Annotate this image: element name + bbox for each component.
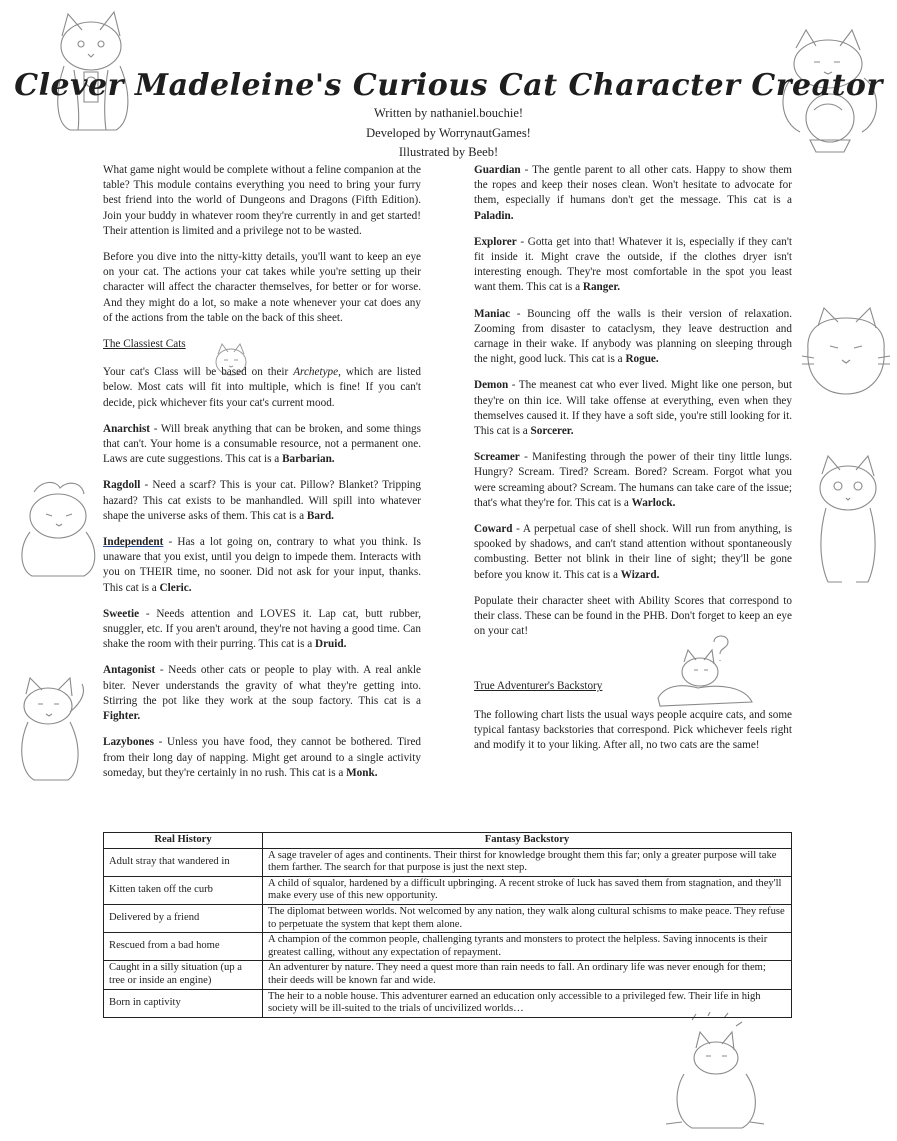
header-fantasy-backstory: Fantasy Backstory: [263, 833, 792, 849]
fantasy-backstory-cell: An adventurer by nature. They need a quest more than rain needs to fall. An ordinary life was never enough for them; their deeds will be known far and wide.: [263, 961, 792, 989]
header-real-history: Real History: [104, 833, 263, 849]
left-column: [103, 163, 421, 792]
table-row: [104, 989, 792, 1017]
real-history-cell: Kitten taken off the curb: [104, 876, 263, 904]
credit-illustrator: Illustrated by Beeb!: [398, 145, 499, 159]
fantasy-backstory-cell: The heir to a noble house. This adventurer earned an education only accessible to a privileged few. Their life in high society will be ill-suited to the trials of uncivilized worlds…: [263, 989, 792, 1017]
table-row: [104, 848, 792, 876]
archetype-sweetie: Sweetie - Needs attention and LOVES it. Lap cat, butt rubber, snuggler, etc. If you aren't around, they're not having a good time. Can shake the room with their purring. This cat is a Druid.: [103, 607, 421, 651]
backstory-heading: True Adventurer's Backstory: [474, 680, 603, 693]
fantasy-backstory-cell: A champion of the common people, challenging tyrants and monsters to protect the helpless. Saving innocents is their greatest calling, without any expectation of repayment.: [263, 933, 792, 961]
intro-paragraph: What game night would be complete without a feline companion at the table? This module contains everything you need to bring your furry best friend into the world of Dungeons and Dragons (Fifth Edition). Join your buddy in whatever room they're currently in and get started! Their attention is limited and a privilege not to be wasted.: [103, 164, 421, 237]
real-history-cell: Caught in a silly situation (up a tree or inside an engine): [104, 961, 263, 989]
page-title: Clever Madeleine's Curious Cat Character Creator: [14, 68, 883, 103]
fluffy-cat-illustration: [800, 306, 892, 400]
credit-developer: Developed by WorrynautGames!: [366, 125, 531, 140]
table-row: [104, 876, 792, 904]
classiest-cats-heading: The Classiest Cats: [103, 338, 186, 351]
archetype-screamer: Screamer - Manifesting through the power of their tiny little lungs. Hungry? Scream. Tired? Scream. Bored? Scream. Forgot what you were screaming about? Scream. The humans can take care of the issue; that's what they're for. This cat is a Warlock.: [474, 451, 792, 509]
credits: [0, 104, 897, 163]
right-column: [474, 163, 792, 764]
backstory-table: [103, 832, 792, 1018]
archetype-coward: Coward - A perpetual case of shell shock. Will run from anything, is spooked by shadows, and can't stand attention without spontaneously combusting. Better not blink in their line of sight; they'll be gone before you know it. This cat is a Wizard.: [474, 523, 792, 581]
archetype-independent: Independent - Has a lot going on, contrary to what you think. Is unaware that you exist, until you deign to impede them. Interacts with you on THEIR time, no sooner. Did not ask for your input, thanks. This cat is a Cleric.: [103, 536, 421, 594]
fantasy-backstory-cell: A sage traveler of ages and continents. Their thirst for knowledge brought them this far; only a greater purpose will take them farther. The search for that purpose is just the next step.: [263, 848, 792, 876]
table-row: [104, 961, 792, 989]
archetype-antagonist: Antagonist - Needs other cats or people to play with. A real ankle biter. Never understands the gravity of what they're getting into. Stirring the pot like they work at the soup factory. This cat is a Fighter.: [103, 664, 421, 723]
table-row: [104, 933, 792, 961]
dizzy-cat-illustration: [662, 1012, 768, 1132]
real-history-cell: Rescued from a bad home: [104, 933, 263, 961]
real-history-cell: Adult stray that wandered in: [104, 848, 263, 876]
backstory-intro-paragraph: The following chart lists the usual ways people acquire cats, and some typical fantasy backstories that correspond. Pick whichever feels right and modify it to your liking. After all, no two cats are the same!: [474, 708, 792, 752]
watch-cat-paragraph: Before you dive into the nitty-kitty details, you'll want to keep an eye on your cat. The actions your cat takes while you're setting up their character will affect the character themselves, for better or for worse. And they might do a lot, so make a note whenever your cat does any of the actions from the table on the back of this sheet.: [103, 251, 421, 324]
class-intro-paragraph: Your cat's Class will be based on their Archetype, which are listed below. Most cats will fit into multiple, which is fine! If you can't decide, pick whichever fits your cat's current mood.: [103, 366, 421, 409]
archetype-maniac: Maniac - Bouncing off the walls is their version of relaxation. Zooming from disaster to cataclysm, they leave destruction and carnage in their wake. If anybody was planning on sleeping through the night, good luck. This cat is a Rogue.: [474, 307, 792, 366]
credit-writer: Written by nathaniel.bouchie!: [373, 106, 524, 120]
real-history-cell: Delivered by a friend: [104, 904, 263, 932]
cat-with-bow-illustration: [12, 478, 102, 578]
fantasy-backstory-cell: The diplomat between worlds. Not welcomed by any nation, they walk along cultural schisms to make peace. They refuse to perpetuate the system that kept them alone.: [263, 904, 792, 932]
archetype-guardian: Guardian - The gentle parent to all other cats. Happy to show them the ropes and keep their noses clean. Won't hesitate to advocate for them, especially if humans don't get the message. This cat is a Paladin.: [474, 164, 792, 222]
archetype-demon: Demon - The meanest cat who ever lived. Might like one person, but they're on thin ice. Will take offense at everything, even when they themselves caused it. If they have a soft side, you're still looking for it. This cat is a Sorcerer.: [474, 379, 792, 438]
fantasy-backstory-cell: A child of squalor, hardened by a difficult upbringing. A recent stroke of luck has saved them from stagnation, and they'll make every use of this new opportunity.: [263, 876, 792, 904]
table-header-row: [104, 833, 792, 849]
archetype-explorer: Explorer - Gotta get into that! Whatever it is, especially if they can't fit inside it. Might crave the outside, if the clothes dryer isn't interesting enough. They're most comfortable in the spot you least want them. This cat is a Ranger.: [474, 235, 792, 294]
cat-pawing-illustration: [12, 672, 92, 784]
archetype-anarchist: Anarchist - Will break anything that can be broken, and some things that can't. Your home is a consumable resource, not a permanent one. Laws are cute suggestions. This cat is a Barbarian.: [103, 422, 421, 466]
archetype-lazybones: Lazybones - Unless you have food, they cannot be bothered. Tired from their long day of napping. Might get around to a single activity someday, but they're certainly in no rush. This cat is a Monk.: [103, 736, 421, 779]
real-history-cell: Born in captivity: [104, 989, 263, 1017]
startled-cat-illustration: [806, 452, 892, 588]
populate-paragraph: Populate their character sheet with Ability Scores that correspond to their class. These can be found in the PHB. Don't forget to keep an eye on your cat!: [474, 594, 792, 638]
table-row: [104, 904, 792, 932]
archetype-ragdoll: Ragdoll - Need a scarf? This is your cat. Pillow? Blanket? Tripping hazard? This cat exists to be manhandled. Will spill into whatever shape the universe asks of them. This cat is a Bard.: [103, 479, 421, 522]
